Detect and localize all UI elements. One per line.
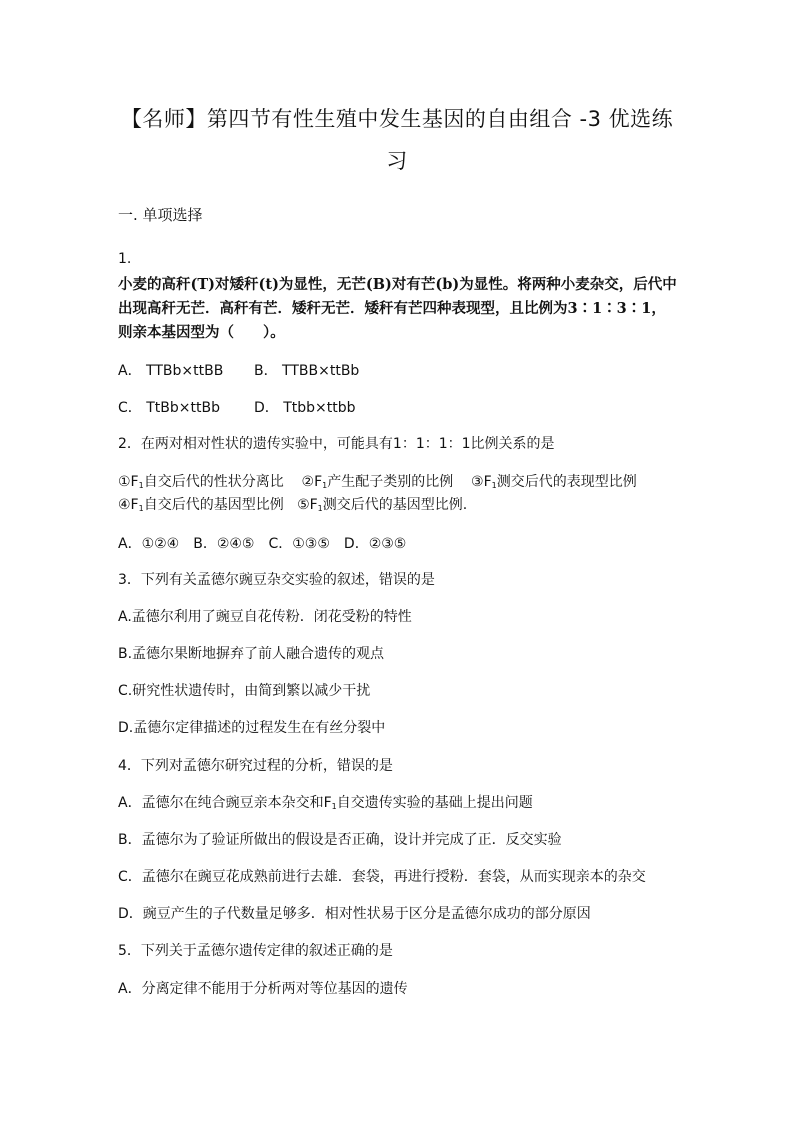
q3-option-c: C.研究性状遗传时，由简到繁以减少干扰 (118, 683, 371, 699)
q1-stem-line2: 出现高秆无芒．高秆有芒．矮秆无芒．矮秆有芒四种表现型，且比例为3∶1∶3∶1， (118, 300, 666, 317)
q3-option-d: D.孟德尔定律描述的过程发生在有丝分裂中 (118, 720, 386, 736)
title-line-2: 习 (386, 149, 408, 173)
q4-option-a: A．孟德尔在纯合豌豆亲本杂交和$F_1$自交遗传实验的基础上提出问题 (118, 795, 533, 811)
q2-items-line2 (118, 494, 467, 514)
q2-options: A．①②④ B．②④⑤ C．①③⑤ D．②③⑤ (118, 536, 407, 552)
q5-option-a: A．分离定律不能用于分析两对等位基因的遗传 (118, 981, 408, 997)
q1-option-c: C． TtBb×ttBb (118, 400, 220, 416)
q2-stem: 2．在两对相对性状的遗传实验中，可能具有1：1：1：1比例关系的是 (118, 436, 555, 452)
q3-stem: 3．下列有关孟德尔豌豆杂交实验的叙述，错误的是 (118, 572, 435, 588)
q1-option-d: D． Ttbb×ttbb (254, 400, 356, 416)
q1-number: 1. (118, 251, 132, 267)
q4-option-c: C．孟德尔在豌豆花成熟前进行去雄．套袋，再进行授粉．套袋，从而实现亲本的杂交 (118, 869, 646, 885)
q4-stem: 4．下列对孟德尔研究过程的分析，错误的是 (118, 758, 393, 774)
q4-option-b: B．孟德尔为了验证所做出的假设是否正确，设计并完成了正．反交实验 (118, 832, 562, 848)
q1-stem-line3: 则亲本基因型为（ ）。 (118, 324, 285, 341)
q2-item-1: $①F_1$自交后代的性状分离比 (118, 474, 284, 490)
q5-stem: 5．下列关于孟德尔遗传定律的叙述正确的是 (118, 943, 393, 959)
q3-option-a: A.孟德尔利用了豌豆自花传粉．闭花受粉的特性 (118, 609, 412, 625)
q2-item-2: $②F_1$产生配子类别的比例 (301, 474, 454, 490)
q1-option-a: A． TTBb×ttBB (118, 363, 224, 379)
q2-item-5: $⑤F_1$测交后代的基因型比例. (297, 497, 468, 513)
q4-option-d: D．豌豆产生的子代数量足够多．相对性状易于区分是孟德尔成功的部分原因 (118, 906, 591, 922)
q2-items-line1 (118, 471, 637, 491)
page-title (110, 98, 684, 182)
q1-stem-line1: 小麦的高秆(T)对矮秆(t)为显性，无芒(B)对有芒(b)为显性。将两种小麦杂交，后代中 (118, 276, 677, 293)
q2-item-3: $③F_1$测交后代的表现型比例 (471, 474, 637, 490)
q2-item-4: $④F_1$自交后代的基因型比例 (118, 497, 284, 513)
q1-option-b: B． TTBB×ttBb (254, 363, 360, 379)
title-line-1: 【名师】第四节有性生殖中发生基因的自由组合 -3 优选练 (120, 107, 674, 131)
q3-option-b: B.孟德尔果断地摒弃了前人融合遗传的观点 (118, 646, 385, 662)
section-heading: 一. 单项选择 (118, 206, 203, 224)
